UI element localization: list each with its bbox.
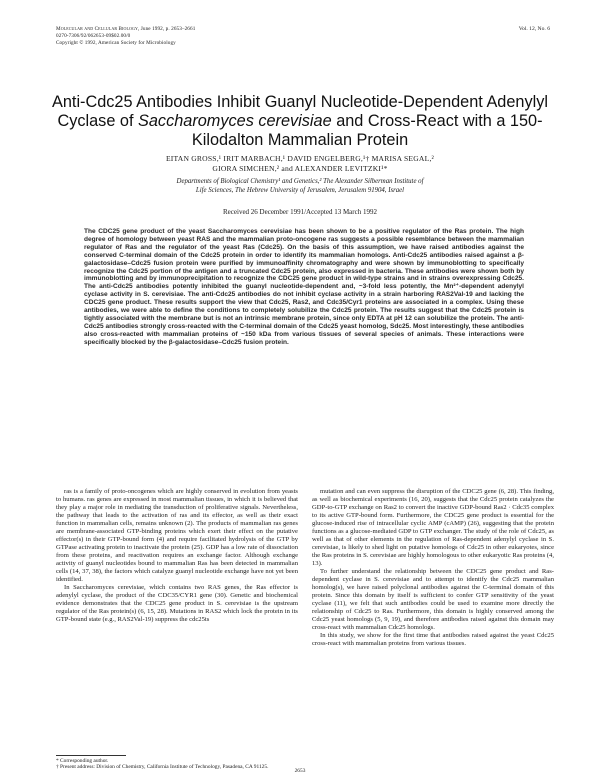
body-column-left [56, 488, 298, 624]
title-organism: Saccharomyces cerevisiae [138, 111, 332, 130]
copyright: Copyright © 1992, American Society for Microbiology [56, 40, 176, 47]
body-column-right [312, 488, 554, 648]
page-number: 2653 [294, 768, 306, 774]
body-paragraph: mutation and can even suppress the disruption of the CDC25 gene (6, 28). This finding, as well as biochemical experiments (16, 20), suggests that the Cdc25 protein catalyzes the GDP-to-GTP exchange on Ras2 to convert the inactive GDP-bound Ras2 · Cdc35 complex to its active GTP-bound form. Furthermore, the CDC25 gene product is essential for the glucose-induced rise of intracellular cyclic AMP (cAMP) (26), suggesting that the protein functions as a glucose-mediated GDP to GTP exchanger. The study of the role of Cdc25, as well as that of other elements in the regulation of Ras-dependent adenylyl cyclase in S. cerevisiae, is likely to shed light on putative homologs of Cdc25 in other eukaryotes, since the Ras proteins in S. cerevisiae are highly homologous to other eukaryotic Ras proteins (4, 13). [312, 488, 554, 567]
body-paragraph: In this study, we show for the first time that antibodies raised against the yeast Cdc25 cross-react with mammalian proteins from various tissues. [312, 632, 554, 647]
article-title [40, 93, 560, 149]
body-paragraph: ras is a family of proto-oncogenes which are highly conserved in evolution from yeasts to humans. ras genes are expressed in most mammalian tissues, in which it is believed that they play a major role in mediating the transduction of proliferative signals. Nevertheless, the pathway that leads to the activation of ras and its effector, as well as their exact function in mammalian cells, remains unknown (2). The products of mammalian ras genes are membrane-associated GTP-binding proteins which exert their effect on the putative effector(s) in their GTP-bound form (4) and require facilitated hydrolysis of the GTP by GTPase activating protein to inactivate the protein (25). GDP has a low rate of dissociation from these proteins, and reactivation requires an exchange factor. Although exchange activity of guanyl nucleotides bound to mammalian Ras has been detected in mammalian cells (14, 37, 38), the factors which catalyze guanyl nucleotide exchange have not yet been identified. [56, 488, 298, 583]
title-part-1: Anti-Cdc25 Antibodies Inhibit Guanyl Nucleotide-Dependent Adenylyl Cyclase of [52, 93, 548, 130]
footnote-address: † Present address: Division of Chemistry, California Institute of Technology, Pasadena, CA 91125. [56, 764, 269, 771]
body-paragraph: In Saccharomyces cerevisiae, which contains two RAS genes, the Ras effector is adenylyl cyclase, the product of the CDC35/CYR1 gene (30). Genetic and biochemical evidence demonstrates that the CDC25 gene product in S. cerevisiae is the upstream regulator of the Ras protein(s) (6, 15, 28). Mutations in RAS2 which lock the protein in its GTP-bound state (e.g., RAS2Val-19) suppress the cdc25ts [56, 584, 298, 623]
received-dates: Received 26 December 1991/Accepted 13 March 1992 [223, 208, 377, 216]
journal-header: Molecular and Cellular Biology, June 1992, p. 2653–2661 0270-7306/92/062653-09$02.00/0 Copyright © 1992, American Society for Microbiology [56, 26, 196, 47]
abstract: The CDC25 gene product of the yeast Saccharomyces cerevisiae has been shown to be a positive regulator of the Ras protein. The high degree of homology between yeast RAS and the mammalian proto-oncogene ras suggests a possible resemblance between the mammalian regulator of Ras and the regulator of the yeast Ras (Cdc25). On the basis of this assumption, we have raised antibodies against the conserved C-terminal domain of the Cdc25 protein in order to identify its mammalian homologs. Anti-Cdc25 antibodies raised against a β-galactosidase–Cdc25 fusion protein were purified by immunoaffinity chromatography and were shown by immunoblotting to specifically recognize the Cdc25 portion of the antigen and a truncated Cdc25 protein, also expressed in bacteria. These antibodies were shown both by immunoblotting and by immunoprecipitation to recognize the CDC25 gene product in wild-type strains and in strains overexpressing Cdc25. The anti-Cdc25 antibodies potently inhibited the guanyl nucleotide-dependent and, ~3-fold less potently, the Mn²⁺-dependent adenylyl cyclase activity in S. cerevisiae. The anti-Cdc25 antibodies do not inhibit cyclase activity in a strain harboring RAS2Val-19 and lacking the CDC25 gene product. These results support the view that Cdc25, Ras2, and Cdc35/Cyr1 proteins are associated in a complex. Using these antibodies, we were able to define the conditions to completely solubilize the Cdc25 protein. The results suggest that the Cdc25 protein is tightly associated with the membrane but is not an intrinsic membrane protein, since only EDTA at pH 12 can solubilize the protein. The anti-Cdc25 antibodies strongly cross-reacted with the C-terminal domain of the Cdc25 yeast homolog, Sdc25. Most interestingly, these antibodies also cross-reacted with mammalian proteins of ~150 kDa from various tissues of several species of animals. These interactions were specifically blocked by the β-galactosidase–Cdc25 fusion protein. [84, 228, 524, 346]
journal-name: Molecular and Cellular Biology [56, 26, 138, 32]
body-paragraph: To further understand the relationship between the CDC25 gene product and Ras-dependent cyclase in S. cerevisiae and to attempt to identify the Cdc25 mammalian homolog(s), we have raised polyclonal antibodies against the C-terminal domain of this protein. Since this domain by itself is sufficient to confer GTP sensitivity of the yeast cyclase (11), we felt that such antibodies could be used to examine more directly the relationship of Cdc25 to Ras. Furthermore, this domain is highly conserved among the Cdc25 yeast homologs (5, 9, 19), and therefore antibodies raised against this domain may cross-react with mammalian Cdc25 homologs. [312, 568, 554, 631]
footnote-corresponding: * Corresponding author. [56, 758, 109, 764]
title-part-2: and Cross-React with a 150-Kilodalton Mammalian Protein [191, 111, 543, 149]
volume-info: Vol. 12, No. 6 [518, 26, 550, 32]
author-line-1: EITAN GROSS,¹ IRIT MARBACH,¹ DAVID ENGELBERG,¹† MARISA SEGAL,² [165, 154, 435, 163]
author-list [60, 154, 540, 173]
footnote-divider [56, 755, 126, 756]
affiliation [90, 178, 510, 195]
author-line-2: GIORA SIMCHEN,² and ALEXANDER LEVITZKI¹* [212, 163, 388, 173]
issn: 0270-7306/92/062653-09$02.00/0 [56, 33, 131, 40]
affiliation-line-2: Life Sciences, The Hebrew University of Jerusalem, Jerusalem 91904, Israel [195, 186, 405, 194]
issue-info: June 1992, p. 2653–2661 [140, 26, 196, 32]
affiliation-line-1: Departments of Biological Chemistry¹ and Genetics,² The Alexander Silberman Institute of [176, 178, 424, 185]
